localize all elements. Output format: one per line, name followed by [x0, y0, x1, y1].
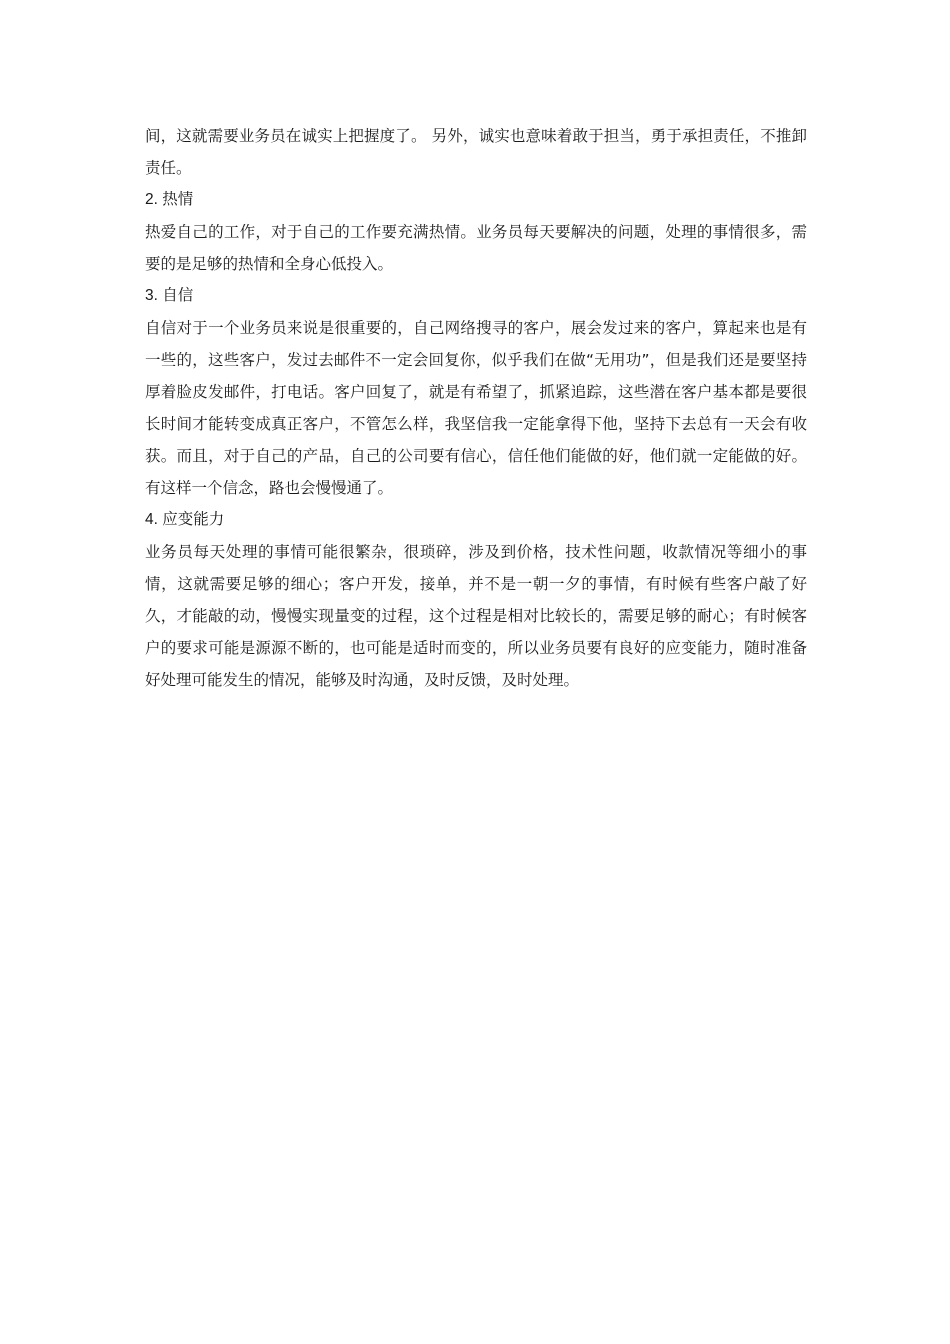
section-enthusiasm: [145, 184, 807, 280]
section-heading: 4. 应变能力: [145, 511, 225, 528]
section-paragraph: 业务员每天处理的事情可能很繁杂，很琐碎，涉及到价格，技术性问题，收款情况等细小的事情，这就需要足够的细心；客户开发，接单，并不是一朝一夕的事情，有时候有些客户敲了好久，才能敲的动，慢慢实现量变的过程，这个过程是相对比较长的，需要足够的耐心；有时候客户的要求可能是源源不断的，也可能是适时而变的，所以业务员要有良好的应变能力，随时准备好处理可能发生的情况，能够及时沟通，及时反馈，及时处理。: [145, 543, 807, 689]
section-paragraph: 热爱自己的工作，对于自己的工作要充满热情。业务员每天要解决的问题，处理的事情很多，需要的是足够的热情和全身心低投入。: [145, 223, 807, 273]
section-confidence: [145, 280, 807, 504]
section-heading: 2. 热情: [145, 191, 194, 208]
section-paragraph: 自信对于一个业务员来说是很重要的，自己网络搜寻的客户，展会发过来的客户，算起来也是有一些的，这些客户，发过去邮件不一定会回复你，似乎我们在做“无用功”，但是我们还是要坚持厚着脸皮发邮件，打电话。客户回复了，就是有希望了，抓紧追踪，这些潜在客户基本都是要很长时间才能转变成真正客户，不管怎么样，我坚信我一定能拿得下他，坚持下去总有一天会有收获。而且，对于自己的产品，自己的公司要有信心，信任他们能做的好，他们就一定能做的好。有这样一个信念，路也会慢慢通了。: [145, 319, 807, 497]
section-adaptability: [145, 504, 807, 696]
intro-paragraph: 间，这就需要业务员在诚实上把握度了。 另外，诚实也意味着敢于担当，勇于承担责任，不推卸责任。: [145, 127, 807, 177]
section-heading: 3. 自信: [145, 287, 194, 304]
document-body: [145, 120, 807, 696]
